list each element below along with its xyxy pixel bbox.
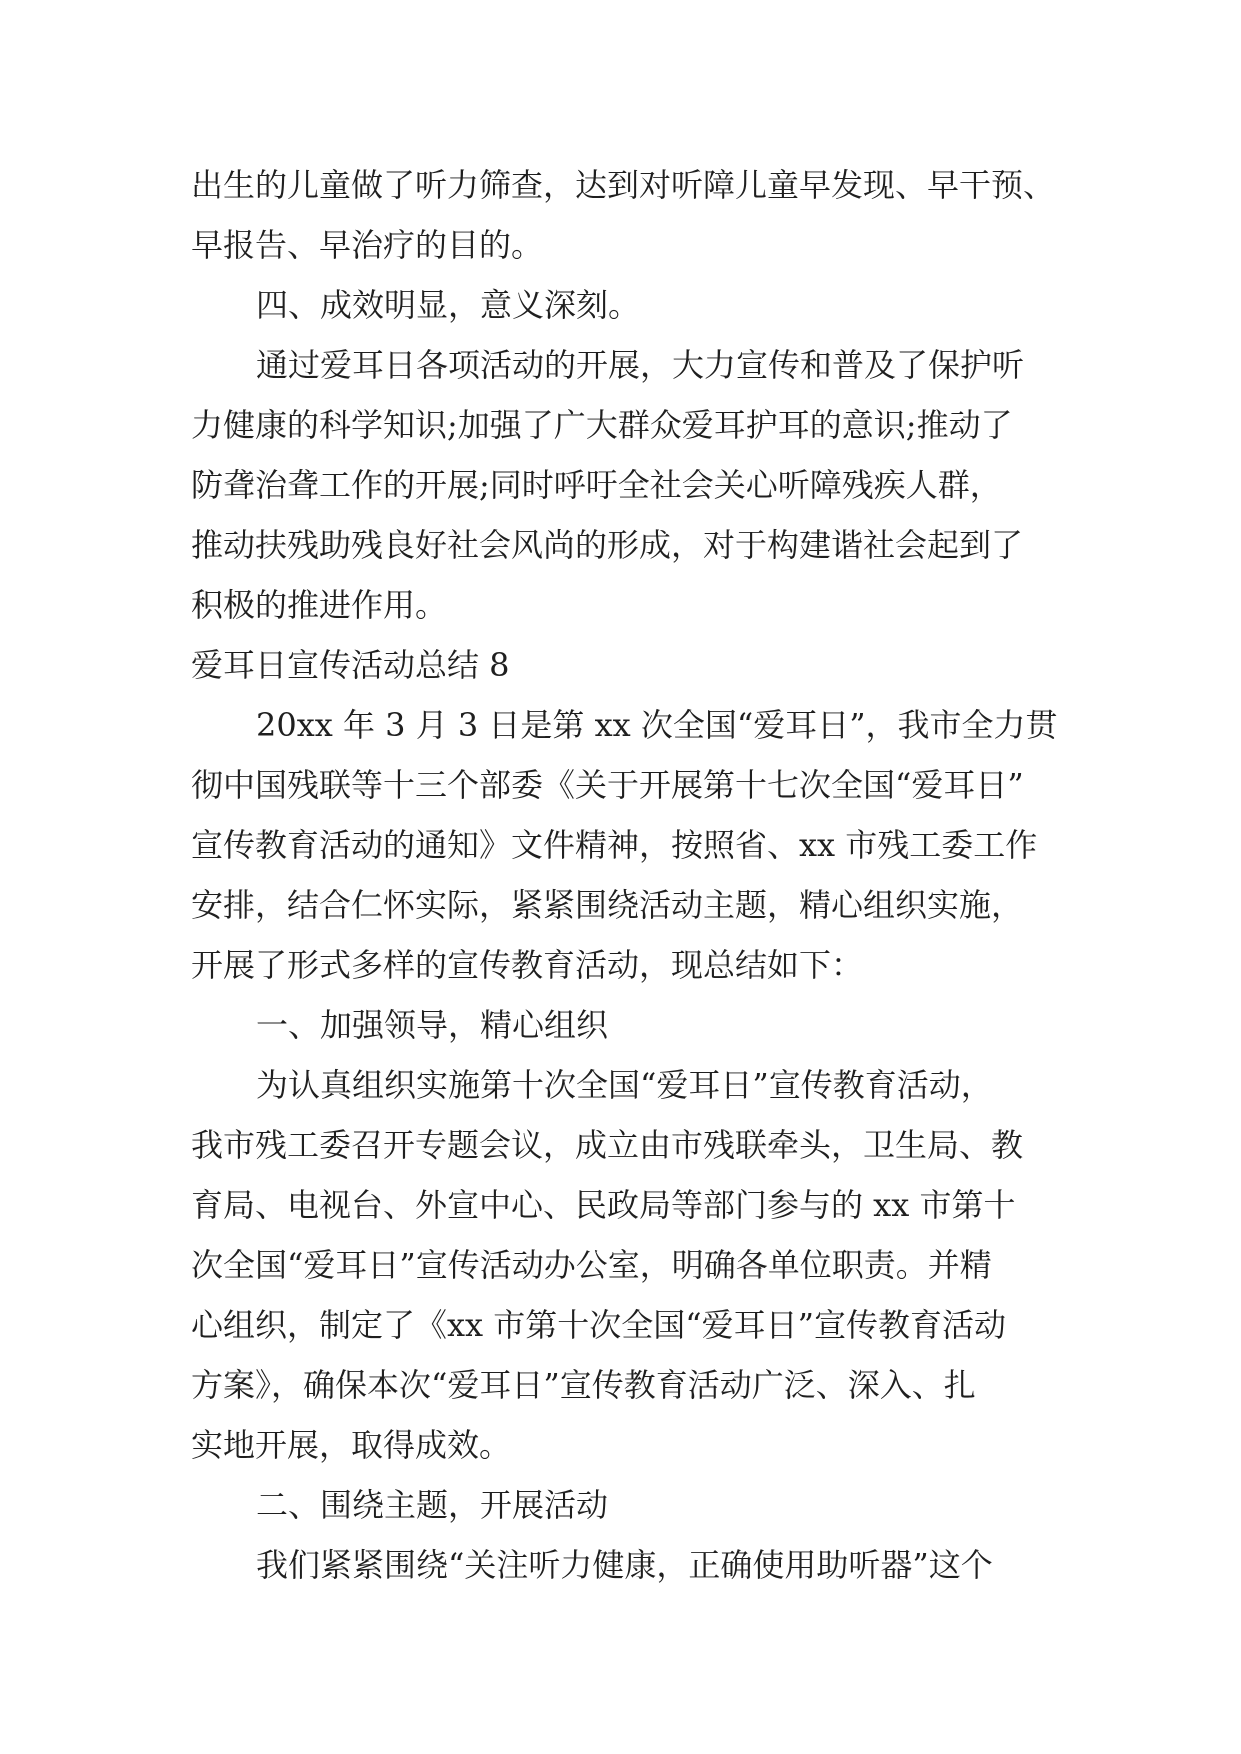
text-line: 彻中国残联等十三个部委《关于开展第十七次全国“爱耳日” bbox=[191, 766, 1024, 804]
text-line: 通过爱耳日各项活动的开展，大力宣传和普及了保护听 bbox=[256, 346, 1025, 384]
text-line: 出生的儿童做了听力筛查，达到对听障儿童早发现、早干预、 bbox=[191, 166, 1056, 204]
text-line: 为认真组织实施第十次全国“爱耳日”宣传教育活动， bbox=[256, 1066, 993, 1104]
section-heading: 二、围绕主题，开展活动 bbox=[256, 1486, 609, 1524]
text-line: 安排，结合仁怀实际，紧紧围绕活动主题，精心组织实施， bbox=[191, 886, 1024, 924]
text-line: 早报告、早治疗的目的。 bbox=[191, 226, 544, 264]
text-line: 育局、电视台、外宣中心、民政局等部门参与的 xx 市第十 bbox=[191, 1186, 1016, 1224]
article-title: 爱耳日宣传活动总结 8 bbox=[191, 646, 510, 684]
text-line: 宣传教育活动的通知》文件精神，按照省、xx 市残工委工作 bbox=[191, 826, 1038, 864]
text-line: 实地开展，取得成效。 bbox=[191, 1426, 512, 1464]
text-line: 我们紧紧围绕“关注听力健康，正确使用助听器”这个 bbox=[256, 1546, 993, 1584]
section-heading: 一、加强领导，精心组织 bbox=[256, 1006, 609, 1044]
section-heading: 四、成效明显，意义深刻。 bbox=[256, 286, 641, 324]
text-line: 开展了形式多样的宣传教育活动，现总结如下： bbox=[191, 946, 864, 984]
text-line: 20xx 年 3 月 3 日是第 xx 次全国“爱耳日”，我市全力贯 bbox=[256, 706, 1058, 744]
document-body bbox=[191, 155, 1071, 1595]
text-line: 力健康的科学知识;加强了广大群众爱耳护耳的意识;推动了 bbox=[191, 406, 1013, 444]
text-line: 心组织，制定了《xx 市第十次全国“爱耳日”宣传教育活动 bbox=[191, 1306, 1006, 1344]
text-line: 防聋治聋工作的开展;同时呼吁全社会关心听障残疾人群， bbox=[191, 466, 1002, 504]
text-line: 次全国“爱耳日”宣传活动办公室，明确各单位职责。并精 bbox=[191, 1246, 992, 1284]
text-line: 我市残工委召开专题会议，成立由市残联牵头，卫生局、教 bbox=[191, 1126, 1024, 1164]
text-line: 方案》，确保本次“爱耳日”宣传教育活动广泛、深入、扎 bbox=[191, 1366, 976, 1404]
text-line: 积极的推进作用。 bbox=[191, 586, 448, 624]
text-line: 推动扶残助残良好社会风尚的形成，对于构建谐社会起到了 bbox=[191, 526, 1024, 564]
